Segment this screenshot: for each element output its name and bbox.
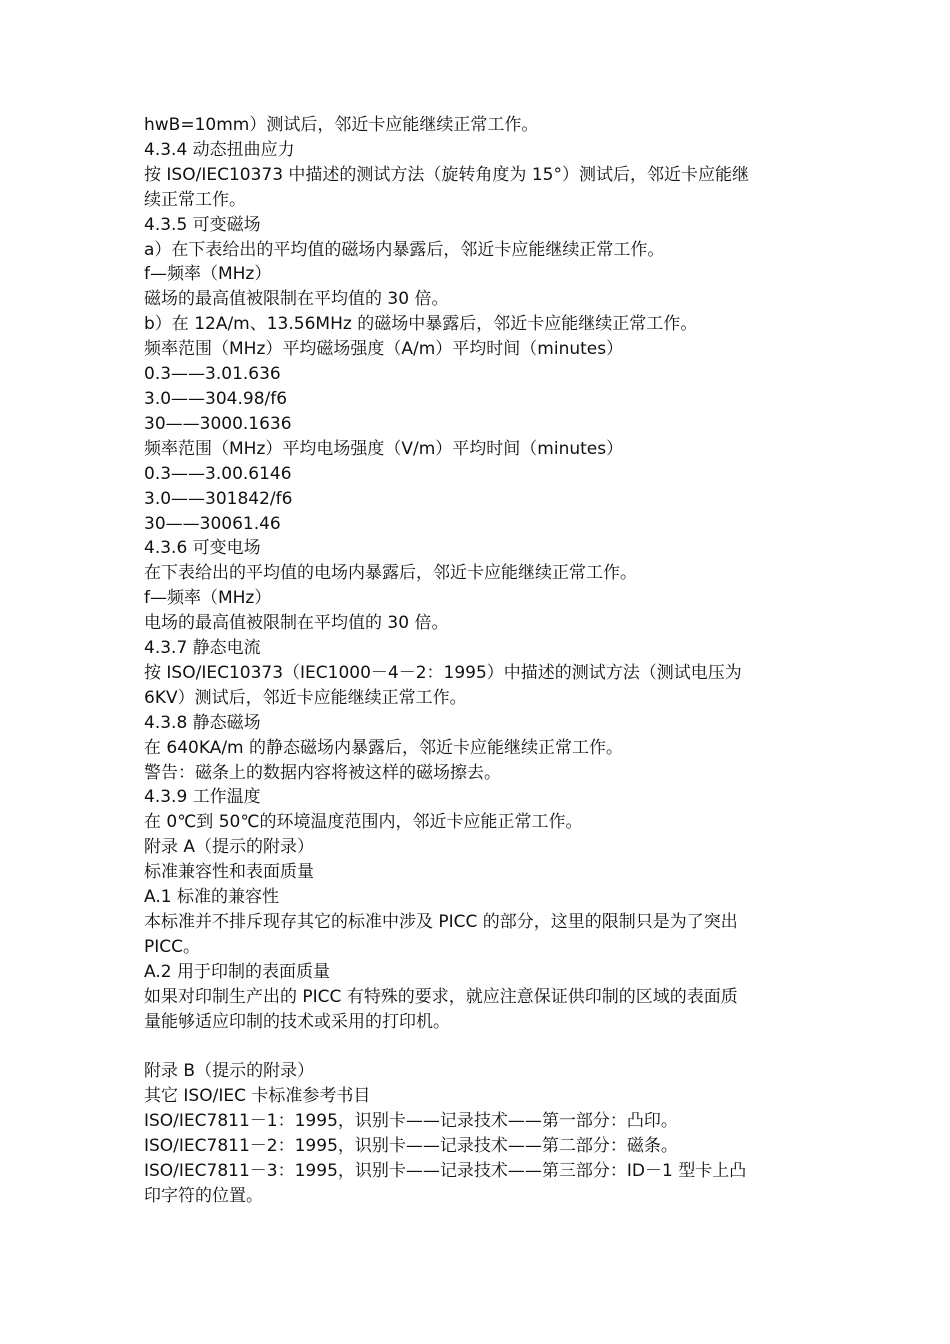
text-line: 电场的最高值被限制在平均值的 30 倍。: [144, 613, 449, 634]
text-line: f—频率（MHz）: [144, 264, 272, 285]
text-line: PICC。: [144, 936, 201, 957]
text-line: a）在下表给出的平均值的磁场内暴露后，邻近卡应能继续正常工作。: [144, 239, 665, 260]
text-line: 警告：磁条上的数据内容将被这样的磁场擦去。: [144, 762, 501, 783]
text-line: 4.3.5 可变磁场: [144, 214, 261, 235]
text-line: 标准兼容性和表面质量: [144, 862, 314, 883]
text-line: b）在 12A/m、13.56MHz 的磁场中暴露后，邻近卡应能继续正常工作。: [144, 314, 698, 335]
document-body: [144, 113, 809, 1209]
text-line: 30——30061.46: [144, 513, 281, 534]
text-line: hwB=10mm）测试后，邻近卡应能继续正常工作。: [144, 115, 539, 135]
text-line: 30——3000.1636: [144, 413, 292, 434]
text-line: 3.0——304.98/f6: [144, 388, 288, 409]
text-line: 在下表给出的平均值的电场内暴露后，邻近卡应能继续正常工作。: [144, 563, 637, 584]
text-line: A.1 标准的兼容性: [144, 887, 279, 908]
text-line: 其它 ISO/IEC 卡标准参考书目: [144, 1086, 371, 1107]
text-line: A.2 用于印制的表面质量: [144, 961, 330, 982]
text-line: 在 640KA/m 的静态磁场内暴露后，邻近卡应能继续正常工作。: [144, 737, 624, 758]
text-line: 本标准并不排斥现存其它的标准中涉及 PICC 的部分，这里的限制只是为了突出: [144, 912, 738, 932]
text-line: 4.3.4 动态扭曲应力: [144, 139, 295, 160]
text-line: 印字符的位置。: [144, 1185, 263, 1206]
text-line: 量能够适应印制的技术或采用的打印机。: [144, 1011, 450, 1032]
text-line: 3.0——301842/f6: [144, 488, 293, 509]
text-line: f—频率（MHz）: [144, 588, 272, 609]
text-line: 频率范围（MHz）平均电场强度（V/m）平均时间（minutes）: [144, 438, 624, 459]
text-line: 4.3.8 静态磁场: [144, 712, 261, 733]
text-line: ISO/IEC7811－3：1995，识别卡——记录技术——第三部分：ID－1 型卡上凸: [144, 1161, 747, 1182]
text-line: 频率范围（MHz）平均磁场强度（A/m）平均时间（minutes）: [144, 339, 624, 360]
text-line: 6KV）测试后，邻近卡应能继续正常工作。: [144, 687, 467, 708]
text-line: 4.3.6 可变电场: [144, 538, 261, 559]
text-line: 0.3——3.00.6146: [144, 463, 292, 484]
blank-line: [144, 1035, 809, 1060]
text-line: 磁场的最高值被限制在平均值的 30 倍。: [144, 289, 449, 310]
text-line: 附录 B（提示的附录）: [144, 1061, 315, 1082]
text-line: 0.3——3.01.636: [144, 364, 281, 385]
text-line: ISO/IEC7811－1：1995，识别卡——记录技术——第一部分：凸印。: [144, 1111, 678, 1132]
text-line: ISO/IEC7811－2：1995，识别卡——记录技术——第二部分：磁条。: [144, 1136, 678, 1157]
text-line: 4.3.9 工作温度: [144, 787, 261, 808]
text-line: 附录 A（提示的附录）: [144, 837, 315, 858]
text-line: 如果对印制生产出的 PICC 有特殊的要求，就应注意保证供印制的区域的表面质: [144, 986, 738, 1007]
text-line: 在 0℃到 50℃的环境温度范围内，邻近卡应能正常工作。: [144, 812, 583, 833]
text-line: 按 ISO/IEC10373（IEC1000－4－2：1995）中描述的测试方法（测试电压为: [144, 662, 742, 683]
text-line: 按 ISO/IEC10373 中描述的测试方法（旋转角度为 15°）测试后，邻近卡应能继: [144, 164, 749, 185]
text-line: 4.3.7 静态电流: [144, 638, 261, 659]
text-line: 续正常工作。: [144, 189, 246, 210]
